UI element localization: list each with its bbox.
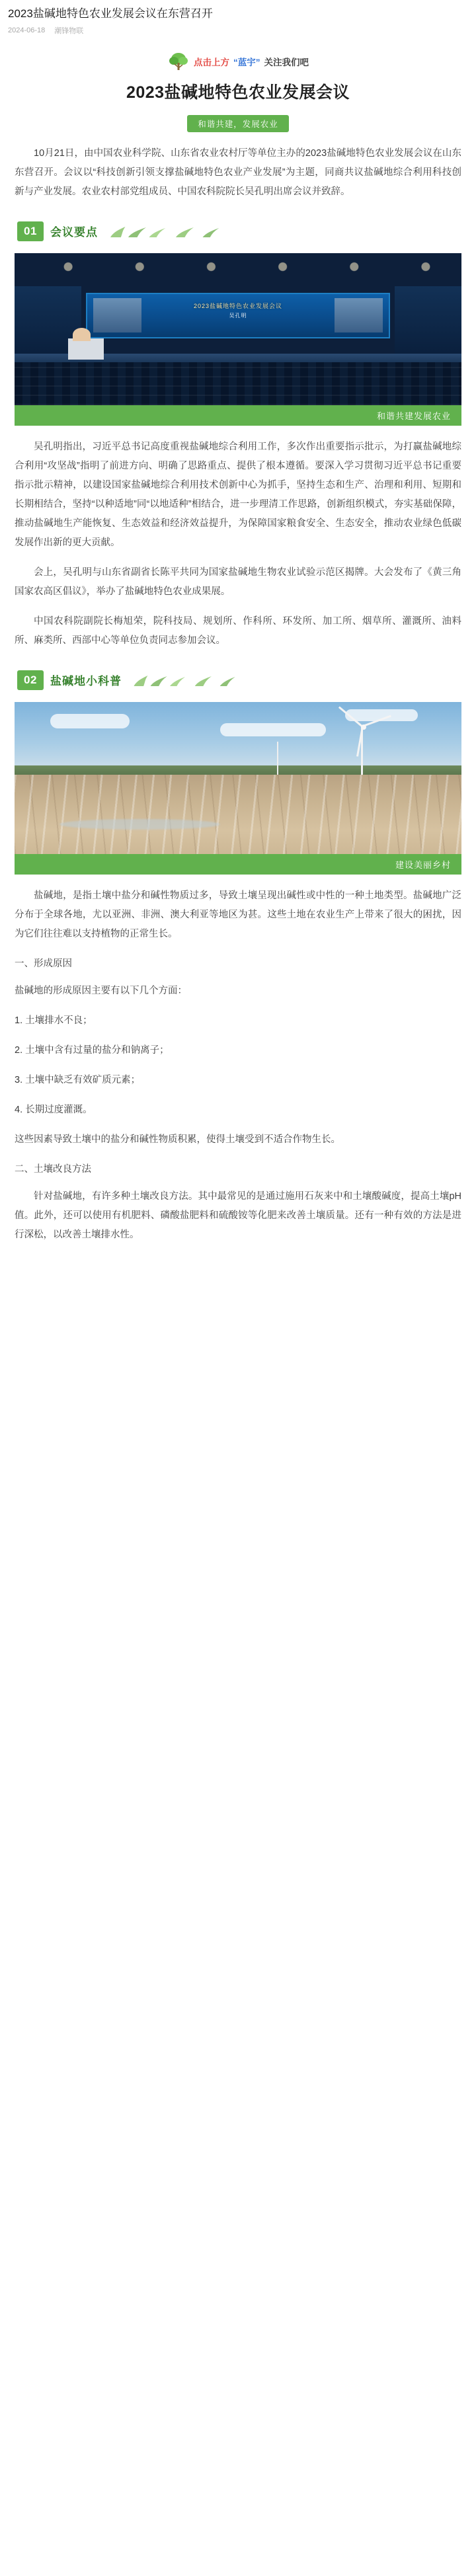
section-header-02 [15, 670, 461, 690]
section-01-paragraph-1: 吴孔明指出，习近平总书记高度重视盐碱地综合利用工作，多次作出重要指示批示，为打赢盐碱地综合利用“攻坚战”指明了前进方向、明确了思路重点、提供了根本遵循。要深入学习贯彻习近平总书记重要指示批示精神，以建设国家盐碱地综合利用技术创新中心为抓手，坚持生态和生产、治理和利用、短期和长期相结合，坚持“以种适地”同“以地适种”相结合，进一步理清工作思路，创新组织模式，夯实基础保障，推动盐碱地生产能恢复、生态效益和经济效益提升，为保障国家粮食安全、生态安全，推动农业绿色低碳发展作出新的更大贡献。 [15, 441, 461, 548]
intro-paragraph: 10月21日，由中国农业科学院、山东省农业农村厅等单位主办的2023盐碱地特色农业发展会议在山东东营召开。会议以“科技创新引领支撑盐碱地特色农业产业发展”为主题，同商共议盐碱地综合利用科技创新与产业发展。农业农村部党组成员、中国农科院院长吴孔明出席会议并致辞。 [15, 147, 461, 197]
section-header-01 [15, 221, 461, 241]
figure-caption: 和谐共建发展农业 [15, 405, 461, 426]
hall-right-wall [395, 286, 461, 356]
section-title: 会议要点 [50, 226, 98, 239]
subsection-1-line-1: 盐碱地的形成原因主要有以下几个方面： [15, 985, 187, 996]
section-number-badge: 02 [17, 670, 44, 690]
section-01-paragraph-3: 中国农科院副院长梅旭荣，院科技局、规划所、作科所、环发所、加工所、烟草所、灌溉所、油料所、麻类所、西部中心等单位负责同志参加会议。 [15, 615, 461, 646]
screen-subtitle-text: 吴孔明 [229, 312, 247, 319]
cloud [220, 723, 326, 736]
stage-screen [86, 293, 390, 338]
conference-hall-photo [15, 253, 461, 405]
wind-turbine-distant [277, 742, 278, 775]
subsection-1-line-6: 这些因素导致土壤中的盐分和碱性物质积累，使得土壤受到不适合作物生长。 [15, 1134, 340, 1145]
page-header [0, 0, 476, 41]
saline-field-figure [15, 702, 461, 875]
header-meta [8, 25, 468, 36]
speaker-figure [73, 328, 91, 342]
subsection-2-line-1: 针对盐碱地，有许多种土壤改良方法。其中最常见的是通过施用石灰来中和土壤酸碱度，提高土壤pH值。此外，还可以使用有机肥料、磷酸盐肥料和硫酸铵等化肥来改善土壤质量。还有一种有效的方法是进行深松，以改善土壤排水性。 [15, 1190, 461, 1240]
subsection-1-line-3: 2. 土壤中含有过量的盐分和钠离子； [15, 1044, 169, 1056]
cloud [50, 714, 130, 728]
grass-decoration-icon [104, 225, 461, 237]
subtitle-badge: 和谐共建，发展农业 [187, 115, 289, 132]
section-number-badge: 01 [17, 221, 44, 241]
conference-hall-figure [15, 253, 461, 426]
page-title: 2023盐碱地特色农业发展会议在东营召开 [8, 7, 213, 20]
subsection-1-line-2: 1. 土壤排水不良； [15, 1015, 93, 1026]
grass-decoration-icon [128, 674, 461, 686]
follow-us-banner[interactable] [15, 50, 461, 73]
saline-field-photo [15, 702, 461, 854]
article-main-title: 2023盐碱地特色农业发展会议 [126, 83, 350, 102]
subsection-heading-2: 二、土壤改良方法 [15, 1163, 91, 1175]
follow-text-brand[interactable]: “蓝宇” [233, 58, 260, 68]
audience-seating [15, 362, 461, 405]
follow-text-part3: 关注我们吧 [264, 58, 309, 68]
section-02-paragraph-1: 盐碱地，是指土壤中盐分和碱性物质过多，导致土壤呈现出碱性或中性的一种土地类型。盐碱地广泛分布于全球各地，尤以亚洲、非洲、澳大利亚等地区为甚。这些土地在农业生产上带来了很大的困扰，因为它们往往难以支持植物的正常生长。 [15, 890, 461, 939]
screen-title-text: 2023盐碱地特色农业发展会议 [193, 303, 282, 310]
subsection-heading-1: 一、形成原因 [15, 958, 72, 969]
figure-caption: 建设美丽乡村 [15, 854, 461, 875]
article-body [0, 50, 476, 1275]
podium [68, 338, 104, 360]
section-01-paragraph-2: 会上，吴孔明与山东省副省长陈平共同为国家盐碱地生物农业试验示范区揭牌。大会发布了《黄三角国家农高区倡议》，举办了盐碱地特色农业成果展。 [15, 566, 461, 597]
tree-icon [167, 50, 190, 73]
follow-text-part1: 点击上方 [194, 58, 229, 68]
subsection-1-line-4: 3. 土壤中缺乏有效矿质元素； [15, 1074, 141, 1085]
saline-ground [15, 775, 461, 854]
publish-date: 2024-06-18 [8, 26, 46, 35]
section-title: 盐碱地小科普 [50, 675, 122, 688]
subtitle-container [15, 115, 461, 132]
publish-source[interactable]: 潮锋物联 [54, 27, 84, 36]
subsection-1-line-5: 4. 长期过度灌溉。 [15, 1104, 93, 1115]
hall-ceiling-lights [15, 259, 461, 274]
ground-puddle [60, 819, 220, 830]
